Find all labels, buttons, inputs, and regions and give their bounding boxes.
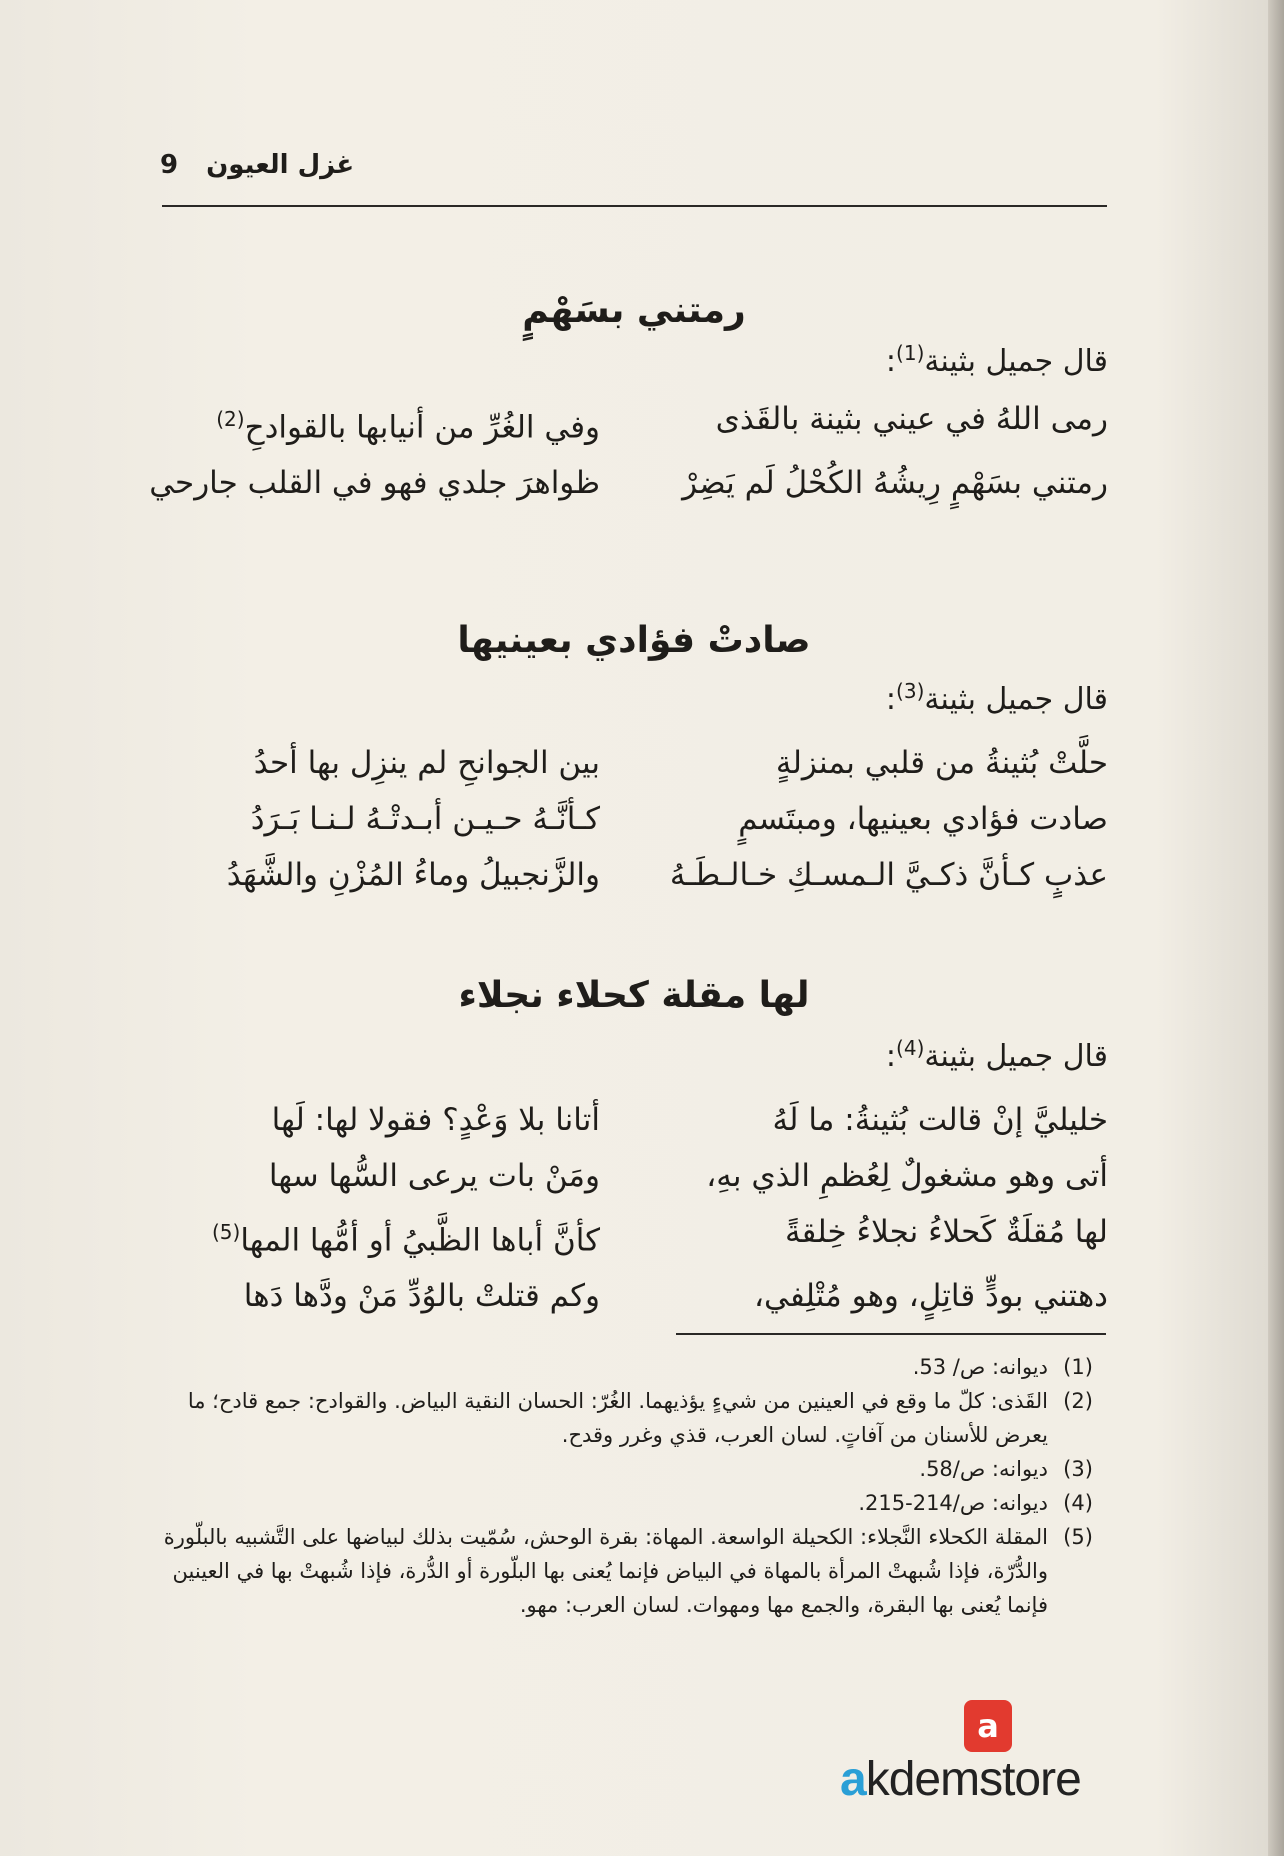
header-line: [160, 150, 354, 180]
header-rule: [162, 205, 1107, 207]
verse-first-hemistich: أتى وهو مشغولٌ لِعُظمِ الذي بهِ،: [706, 1158, 1108, 1194]
section-intro: قال جميل بثينة$^{(3)}$:: [885, 679, 1108, 717]
hemistich-text: كأنَّ أباها الظَّبيُ أو أمُّها المها: [240, 1222, 600, 1259]
verse-first-hemistich: حلَّتْ بُثينةُ من قلبي بمنزلةٍ: [775, 745, 1108, 781]
verse-second-hemistich: [160, 1204, 600, 1268]
verse-second-hemistich: أتانا بلا وَعْدٍ؟ فقولا لها: لَها: [271, 1102, 600, 1138]
running-title: غزل العيون: [206, 150, 355, 180]
section-title: لها مقلة كحلاء نجلاء: [458, 975, 810, 1016]
verse-second-hemistich: ومَنْ بات يرعى السُّها سها: [268, 1158, 600, 1194]
store-name: [840, 1752, 1081, 1807]
verse-second-hemistich: كـأنَّـهُ حـيـن أبـدتْـهُ لـنـا بَـرَدُ: [250, 801, 600, 837]
footnote-text: القَذى: كلّ ما وقع في العينين من شيءٍ يؤذيهما. الغُرّ: الحسان النقية البياض. والقوادح: جمع قادح؛ ما يعرض للأسنان من آفاتٍ. لسان العرب، قذي وغرر وقدح.: [187, 1389, 1048, 1447]
page-number: 9: [160, 150, 179, 180]
footnote-rule: [676, 1333, 1106, 1335]
verse-second-hemistich: والزَّنجبيلُ وماءُ المُزْنِ والشَّهَدُ: [226, 857, 600, 893]
verse-ref: (5): [211, 1220, 241, 1244]
verse-second-hemistich: وكم قتلتْ بالوُدِّ مَنْ ودَّها دَها: [243, 1278, 600, 1315]
footnotes: [160, 1350, 1108, 1622]
verse-second-hemistich: [160, 391, 600, 455]
page-edge: [1268, 0, 1284, 1856]
verse-line: [160, 1148, 1108, 1204]
verse-line: [160, 791, 1108, 847]
footnote-text: المقلة الكحلاء النَّجلاء: الكحيلة الواسعة. المهاة: بقرة الوحش، سُمّيت بذلك لبياضها على التَّشبيه بالبلّورة والدُّرّة، فإذا شُبهتْ المرأة بالمهاة في البياض فإنما يُعنى بها البلّورة أو الدُّرة، فإذا شُبهتْ بها في العينين فإنما يُعنى بها البقرة، والجمع مها ومهوات. لسان العرب: مهو.: [163, 1525, 1048, 1617]
footnote: [160, 1350, 1108, 1384]
verse-first-hemistich: دهتني بودٍّ قاتِلٍ، وهو مُتْلِفي،: [753, 1278, 1108, 1315]
footnote: [160, 1384, 1108, 1452]
brand-rest: kdemstore: [865, 1753, 1081, 1806]
brand-accent: a: [840, 1753, 866, 1806]
verse-line: [160, 1204, 1108, 1268]
section-intro: قال جميل بثينة$^{(4)}$:: [885, 1036, 1108, 1074]
verse-second-hemistich: ظواهرَ جلدي فهو في القلب جارحي: [149, 465, 600, 502]
section: [160, 975, 1108, 1324]
verse-first-hemistich: رمى اللهُ في عيني بثينة بالقَذى: [715, 401, 1108, 437]
intro-text: قال جميل بثينة: [924, 1039, 1108, 1074]
verse-first-hemistich: رمتني بسَهْمٍ رِيشُهُ الكُحْلُ لَم يَضِرْ: [682, 465, 1108, 502]
gift-bag-icon: a: [964, 1700, 1012, 1752]
section-intro: قال جميل بثينة$^{(1)}$:: [885, 341, 1108, 379]
footnote: [160, 1452, 1108, 1486]
verse-line: [160, 391, 1108, 455]
footnote-text: ديوانه: ص/ 53.: [912, 1355, 1048, 1379]
section-title: صادتْ فؤادي بعينيها: [457, 620, 811, 661]
verse-first-hemistich: خليليَّ إنْ قالت بُثينةُ: ما لَهُ: [772, 1102, 1108, 1138]
section-title: رمتني بسَهْمٍ: [522, 290, 746, 331]
footnote-number: (1): [1063, 1355, 1093, 1379]
intro-ref: (3): [896, 679, 925, 703]
store-watermark-logo: [840, 1700, 1140, 1810]
verse-first-hemistich: عذبٍ كـأنَّ ذكـيَّ الـمسـكِ خـالـطَـهُ: [669, 857, 1108, 893]
intro-ref: (1): [896, 341, 925, 365]
verse-first-hemistich: صادت فؤادي بعينيها، ومبتَسمٍ: [738, 801, 1108, 837]
intro-text: قال جميل بثينة: [924, 682, 1108, 717]
footnote-number: (4): [1063, 1491, 1093, 1515]
page-header: [160, 150, 1265, 200]
intro-ref: (4): [896, 1036, 925, 1060]
hemistich-text: وفي الغُرِّ من أنيابها بالقوادحِ: [244, 409, 600, 446]
verse-line: [160, 1268, 1108, 1324]
footnote-number: (3): [1063, 1457, 1093, 1481]
verse-line: [149, 455, 1108, 511]
intro-text: قال جميل بثينة: [924, 344, 1108, 379]
footnote: [160, 1520, 1108, 1622]
footnote-number: (5): [1063, 1525, 1093, 1549]
verse-ref: (2): [216, 407, 245, 431]
footnote-text: ديوانه: ص/214-215.: [858, 1491, 1048, 1515]
verse-line: [160, 847, 1108, 903]
footnote-number: (2): [1063, 1389, 1093, 1413]
footnote-text: ديوانه: ص/58.: [919, 1457, 1048, 1481]
verse-line: [160, 1092, 1108, 1148]
verse-line: [160, 735, 1108, 791]
section: [149, 290, 1108, 511]
verse-first-hemistich: لها مُقلَةٌ كَحلاءُ نجلاءُ خِلقةً: [784, 1214, 1108, 1250]
footnote: [160, 1486, 1108, 1520]
verse-second-hemistich: بين الجوانحِ لم ينزِل بها أحدُ: [253, 745, 600, 781]
section: [160, 620, 1108, 903]
